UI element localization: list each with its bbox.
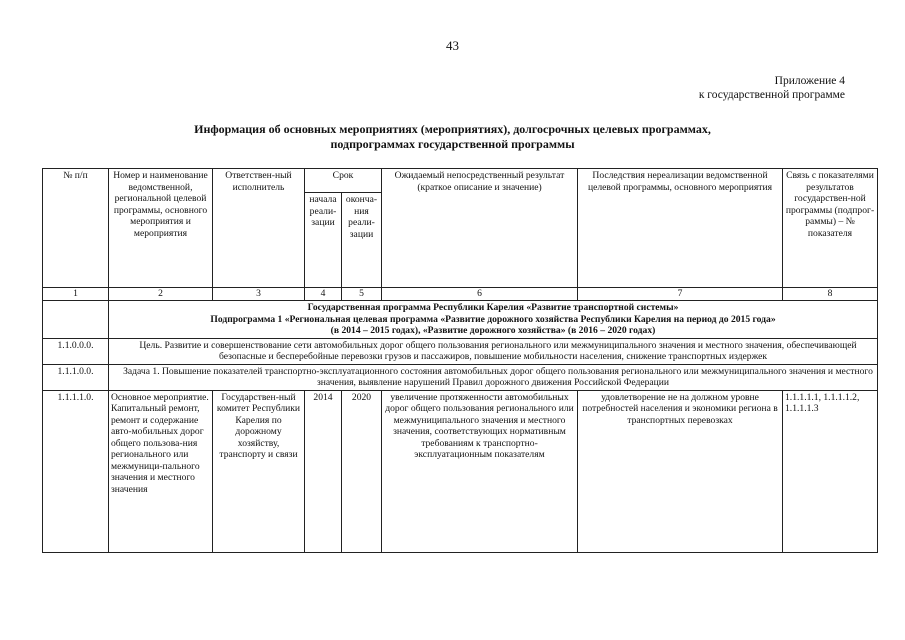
col-number: 2 xyxy=(109,288,213,301)
activity-no: 1.1.1.1.0. xyxy=(43,390,109,552)
col-number: 4 xyxy=(305,288,342,301)
header-executor: Ответствен-ный исполнитель xyxy=(213,169,305,288)
header-no: № п/п xyxy=(43,169,109,288)
program-block xyxy=(109,301,878,339)
activity-start: 2014 xyxy=(305,390,342,552)
goal-row xyxy=(43,338,878,364)
header-row-1 xyxy=(43,169,878,193)
program-row-no xyxy=(43,301,109,339)
program-row xyxy=(43,301,878,339)
page-number: 43 xyxy=(446,38,459,53)
header-consequences: Последствия нереализации ведомственной целевой программы, основного мероприятия xyxy=(578,169,783,288)
col-number: 5 xyxy=(342,288,382,301)
goal-text: Цель. Развитие и совершенствование сети автомобильных дорог общего пользования регионального или межмуниципального значения и местного значения, обеспечивающей безопасные и бесперебойные перевозки грузов и пассажиров, повышение мобильности населения, снижение транспортных издержек xyxy=(109,338,878,364)
task-text: Задача 1. Повышение показателей транспортно-эксплуатационного состояния автомобильных дорог общего пользования регионального или межмуниципального значения и местного значения, выявление нарушений Правил дорожного движения Российской Федерации xyxy=(109,364,878,390)
program-line-3: (в 2014 – 2015 годах), «Развитие дорожного хозяйства» (в 2016 – 2020 годах) xyxy=(330,325,656,336)
title-line-1: Информация об основных мероприятиях (мероприятиях), долгосрочных целевых программах, xyxy=(194,122,711,136)
col-number: 8 xyxy=(783,288,878,301)
col-number: 1 xyxy=(43,288,109,301)
header-end: оконча-ния реали-зации xyxy=(342,193,382,288)
task-no: 1.1.1.0.0. xyxy=(43,364,109,390)
goal-no: 1.1.0.0.0. xyxy=(43,338,109,364)
appendix-line-2: к государственной программе xyxy=(698,89,845,101)
activity-end: 2020 xyxy=(342,390,382,552)
activity-executor: Государствен-ный комитет Республики Карелия по дорожному хозяйству, транспорту и связи xyxy=(213,390,305,552)
program-line-1: Государственная программа Республики Карелия «Развитие транспортной системы» xyxy=(307,302,679,313)
col-number: 7 xyxy=(578,288,783,301)
header-name: Номер и наименование ведомственной, региональной целевой программы, основного мероприятия и мероприятия xyxy=(109,169,213,288)
appendix-caption xyxy=(699,74,845,102)
col-number: 6 xyxy=(382,288,578,301)
activity-link: 1.1.1.1.1, 1.1.1.1.2, 1.1.1.1.3 xyxy=(783,390,878,552)
activities-table xyxy=(42,168,878,553)
activity-row xyxy=(43,390,878,552)
header-term: Срок xyxy=(305,169,382,193)
activity-result: увеличение протяженности автомобильных дорог общего пользования регионального или межмуниципального значения и местного значения, соответствующих нормативным требованиям к транспортно-эксплуатационным показателям xyxy=(382,390,578,552)
title-line-2: подпрограммах государственной программы xyxy=(330,137,575,151)
column-numbers-row xyxy=(43,288,878,301)
document-title xyxy=(60,122,845,152)
header-start: начала реали-зации xyxy=(305,193,342,288)
activity-name: Основное мероприятие. Капитальный ремонт, ремонт и содержание авто-мобильных дорог общего пользова-ния регионального или межмуници-пального значения и местного значения xyxy=(109,390,213,552)
task-row xyxy=(43,364,878,390)
activity-consequences: удовлетворение не на должном уровне потребностей населения и экономики региона в транспортных перевозках xyxy=(578,390,783,552)
header-link: Связь с показателями результатов государствен-ной программы (подпрог-раммы) – № показателя xyxy=(783,169,878,288)
program-line-2: Подпрограмма 1 «Региональная целевая программа «Развитие дорожного хозяйства Республики Карелия на период до 2015 года» xyxy=(210,313,776,325)
appendix-line-1: Приложение 4 xyxy=(774,75,845,87)
col-number: 3 xyxy=(213,288,305,301)
header-result: Ожидаемый непосредственный результат (краткое описание и значение) xyxy=(382,169,578,288)
